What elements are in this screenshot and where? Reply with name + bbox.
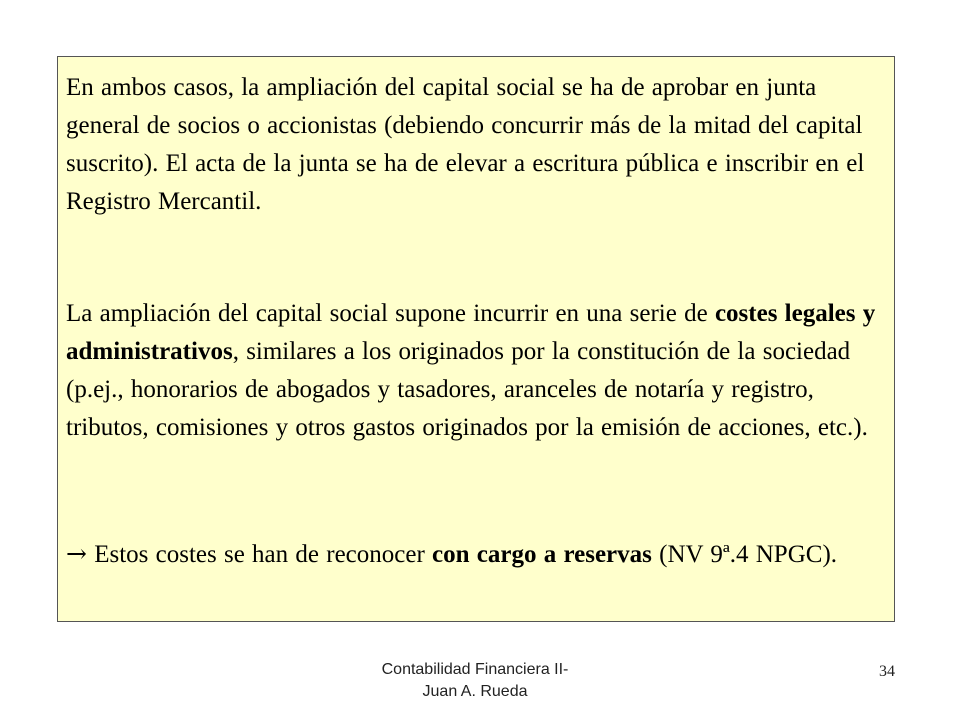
- paragraph-costs-lead: La ampliación del capital social supone incurrir en una serie de: [66, 300, 715, 327]
- paragraph-costs-rest: , similares a los originados por la constitución de la sociedad (p.ej., honorarios de abogados y tasadores, aranceles de notaría y registro, tributos, comisiones y otros gastos originados por la emisión de acciones, etc.).: [66, 338, 868, 441]
- footer-credit: [345, 659, 605, 703]
- paragraph-costs-bold: costes legales y administrativos: [66, 300, 876, 365]
- paragraph-costs: [66, 295, 888, 447]
- paragraph-conclusion-rest: (NV 9ª.4 NPGC).: [651, 541, 838, 568]
- paragraph-conclusion: [66, 535, 888, 574]
- footer-author: Juan A. Rueda: [422, 683, 528, 700]
- paragraph-approval: En ambos casos, la ampliación del capital social se ha de aprobar en junta general de socios o accionistas (debiendo concurrir más de la mitad del capital suscrito). El acta de la junta se ha de elevar a escritura pública e inscribir en el Registro Mercantil.: [66, 74, 865, 215]
- content-box: [57, 56, 895, 622]
- paragraph-conclusion-lead: Estos costes se han de reconocer: [86, 541, 433, 568]
- page-number: 34: [879, 663, 895, 680]
- right-arrow-icon: →: [66, 539, 87, 568]
- footer-course: Contabilidad Financiera II-: [381, 661, 569, 678]
- paragraph-conclusion-bold: con cargo a reservas: [432, 541, 652, 568]
